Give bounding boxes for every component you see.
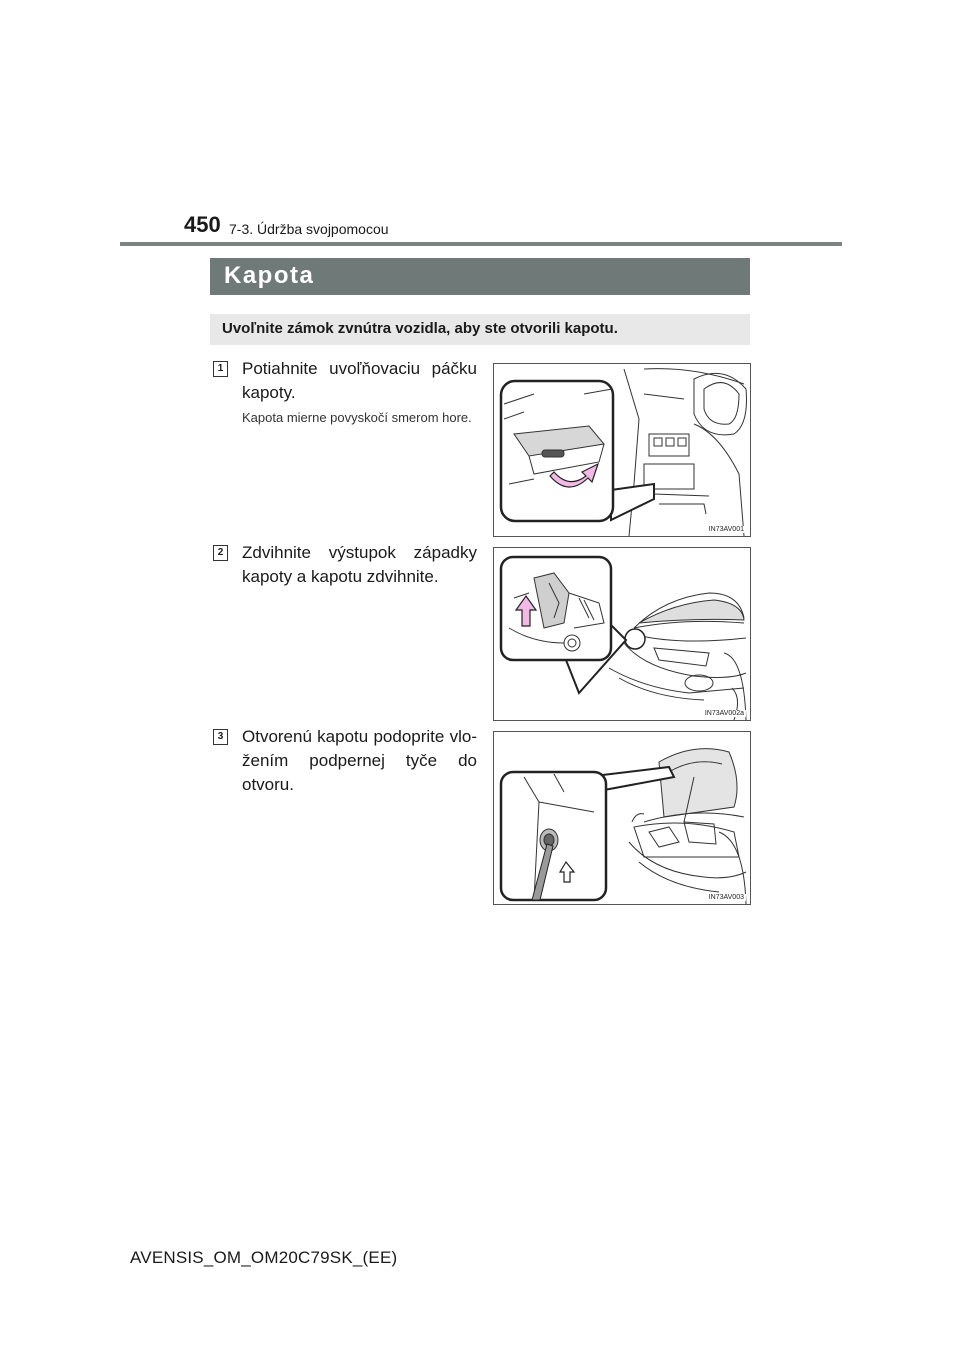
figure-code-3: IN73AV003 xyxy=(708,894,744,901)
page-number: 450 xyxy=(184,212,221,237)
figure-code-1: IN73AV001 xyxy=(708,526,744,533)
header-rule xyxy=(120,242,842,246)
figure-2 xyxy=(493,547,751,721)
step-number-1: 1 xyxy=(213,361,228,377)
hood-release-illustration xyxy=(494,364,750,536)
figure-1 xyxy=(493,363,751,537)
title-bar xyxy=(210,258,750,295)
figure-3 xyxy=(493,731,751,905)
page-title: Kapota xyxy=(224,262,315,289)
step-text-3: Otvorenú kapotu podoprite vlo-žením podpernej tyče do otvoru. xyxy=(242,727,477,794)
hood-latch-illustration xyxy=(494,548,750,720)
intro-box xyxy=(210,314,750,345)
section-path: 7-3. Údržba svojpomocou xyxy=(229,221,389,237)
hood-support-rod-illustration xyxy=(494,732,750,904)
step-number-2: 2 xyxy=(213,545,228,561)
step-number-3: 3 xyxy=(213,729,228,745)
footer-doc-id: AVENSIS_OM_OM20C79SK_(EE) xyxy=(130,1248,398,1267)
step-text-2: Zdvihnite výstupok západky kapoty a kapotu zdvihnite. xyxy=(242,543,477,586)
step-text-1: Potiahnite uvoľňovaciu páčku kapoty. xyxy=(242,359,477,402)
figure-code-2: IN73AV002a xyxy=(704,710,744,717)
step-note-1: Kapota mierne povyskočí smerom hore. xyxy=(242,410,472,425)
intro-text: Uvoľnite zámok zvnútra vozidla, aby ste otvorili kapotu. xyxy=(222,320,618,337)
